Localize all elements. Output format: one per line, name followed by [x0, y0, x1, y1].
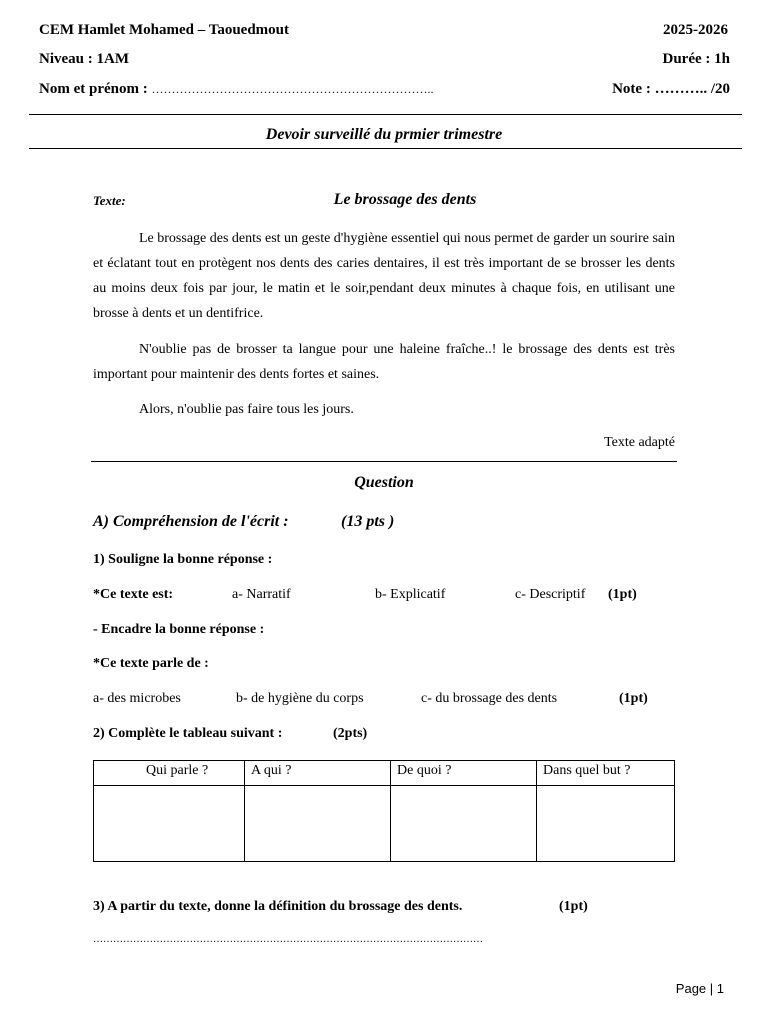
level: Niveau : 1AM	[39, 51, 129, 67]
q3-answer-line[interactable]: ………………………………………………………………………………………………………	[93, 934, 483, 945]
q1b-points: (1pt)	[619, 691, 648, 706]
answer-cell-de-quoi[interactable]	[391, 786, 537, 862]
q1-label: 1) Souligne la bonne réponse :	[93, 552, 273, 567]
col-dans-quel-but: Dans quel but ?	[537, 761, 675, 786]
q1-option-b[interactable]: b- Explicatif	[375, 587, 446, 602]
section-a-title: A) Compréhension de l'écrit :	[93, 513, 289, 530]
questions-heading: Question	[354, 474, 414, 491]
col-a-qui: A qui ?	[245, 761, 391, 786]
note-field: Note : ……….. /20	[612, 81, 730, 97]
name-label: Nom et prénom :	[39, 81, 148, 97]
q1b-option-b[interactable]: b- de hygiène du corps	[236, 691, 364, 706]
paragraph-2: N'oublie pas de brosser ta langue pour une haleine fraîche..! le brossage des dents est très important pour maintenir des dents fortes et saines.	[93, 342, 675, 382]
header-divider-top	[29, 114, 742, 115]
school-year: 2025-2026	[663, 22, 728, 38]
answer-table	[93, 760, 675, 862]
q2-points: (2pts)	[333, 726, 368, 741]
exam-title: Devoir surveillé du prmier trimestre	[265, 126, 503, 143]
school-name: CEM Hamlet Mohamed – Taouedmout	[39, 22, 290, 38]
answer-cell-dans-quel-but[interactable]	[537, 786, 675, 862]
text-heading: Le brossage des dents	[333, 191, 477, 208]
text-label: Texte:	[93, 193, 126, 208]
col-qui-parle: Qui parle ?	[94, 761, 245, 786]
answer-cell-a-qui[interactable]	[245, 786, 391, 862]
q1-prompt: *Ce texte est:	[93, 587, 174, 602]
q1b-label: - Encadre la bonne réponse :	[93, 622, 265, 637]
paragraph-1: Le brossage des dents est un geste d'hygiène essentiel qui nous permet de garder un sourire sain et éclatant tout en protègent nos dents des caries dentaires, il est très important de se brosser les dents au moins deux fois par jour, le matin et le soir,pendant deux minutes à chaque fois, en utilisant une brosse à dents et un dentifrice.	[93, 231, 675, 321]
q1b-prompt: *Ce texte parle de :	[93, 656, 209, 671]
col-de-quoi: De quoi ?	[391, 761, 537, 786]
q2-label: 2) Complète le tableau suivant :	[93, 726, 283, 741]
duration: Durée : 1h	[662, 51, 730, 67]
page-number: Page | 1	[675, 981, 724, 996]
name-dots: ……………………………………………………………..	[151, 82, 434, 96]
q1-option-a[interactable]: a- Narratif	[232, 587, 291, 602]
header-divider-bottom	[29, 148, 742, 149]
section-a-points: (13 pts )	[341, 513, 395, 530]
text-divider	[91, 461, 677, 462]
q1-points: (1pt)	[608, 587, 637, 602]
table-header-row	[94, 761, 675, 786]
table-answer-row	[94, 786, 675, 862]
answer-cell-qui-parle[interactable]	[94, 786, 245, 862]
q3-points: (1pt)	[559, 899, 588, 914]
text-source: Texte adapté	[604, 435, 675, 450]
q1b-option-a[interactable]: a- des microbes	[93, 691, 181, 706]
name-field	[39, 81, 433, 98]
paragraph-3: Alors, n'oublie pas faire tous les jours.	[139, 402, 354, 417]
q3-label: 3) A partir du texte, donne la définition du brossage des dents.	[93, 899, 463, 914]
q1b-option-c[interactable]: c- du brossage des dents	[421, 691, 558, 706]
q1-option-c[interactable]: c- Descriptif	[515, 587, 586, 602]
